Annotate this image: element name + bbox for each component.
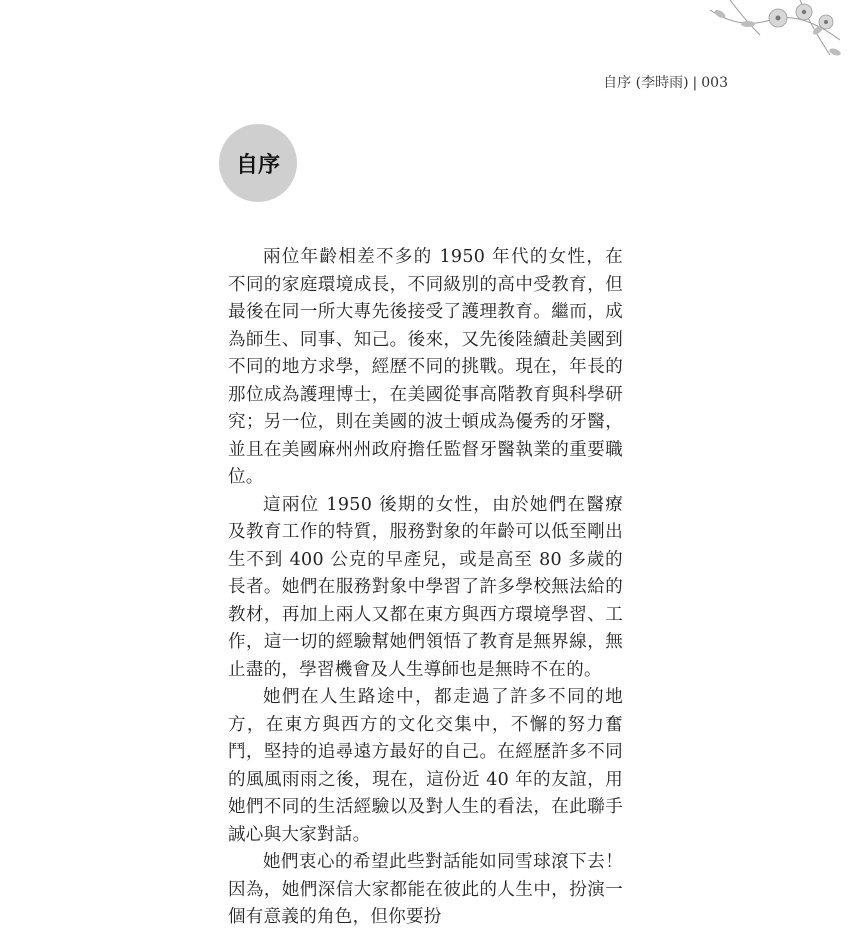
paragraph: 兩位年齡相差不多的 1950 年代的女性，在不同的家庭環境成長，不同級別的高中受教育，但最後在同一所大專先後接受了護理教育。繼而，成為師生、同事、知己。後來，又先後陸續赴美國到不同的地方求學，經歷不同的挑戰。現在，年長的那位成為護理博士，在美國從事高階教育與科學研究；另一位，則在美國的波士頓成為優秀的牙醫，並且在美國麻州州政府擔任監督牙醫執業的重要職位。: [228, 247, 623, 487]
running-header-chapter: 自序 (李時雨): [603, 75, 689, 91]
running-header: [603, 72, 728, 92]
chapter-title: 自序: [235, 152, 280, 178]
page-number: 003: [701, 75, 728, 91]
running-header-separator: |: [692, 75, 698, 91]
body-text: [228, 244, 623, 932]
chapter-title-badge: [219, 124, 297, 202]
floral-decoration: [700, 0, 850, 70]
paragraph: 她們衷心的希望此些對話能如同雪球滾下去！因為，她們深信大家都能在彼此的人生中，扮演一個有意義的角色，但你要扮: [228, 852, 623, 927]
paragraph: 這兩位 1950 後期的女性，由於她們在醫療及教育工作的特質，服務對象的年齡可以低至剛出生不到 400 公克的早產兒，或是高至 80 多歲的長者。她們在服務對象中學習了許多學校無法給的教材，再加上兩人又都在東方與西方環境學習、工作，這一切的經驗幫她們領悟了教育是無界線，無止盡的，學習機會及人生導師也是無時不在的。: [228, 494, 623, 680]
paragraph: 她們在人生路途中，都走過了許多不同的地方，在東方與西方的文化交集中，不懈的努力奮鬥，堅持的追尋遠方最好的自己。在經歷許多不同的風風雨雨之後，現在，這份近 40 年的友誼，用她們不同的生活經驗以及對人生的看法，在此聯手誠心與大家對話。: [228, 687, 623, 845]
